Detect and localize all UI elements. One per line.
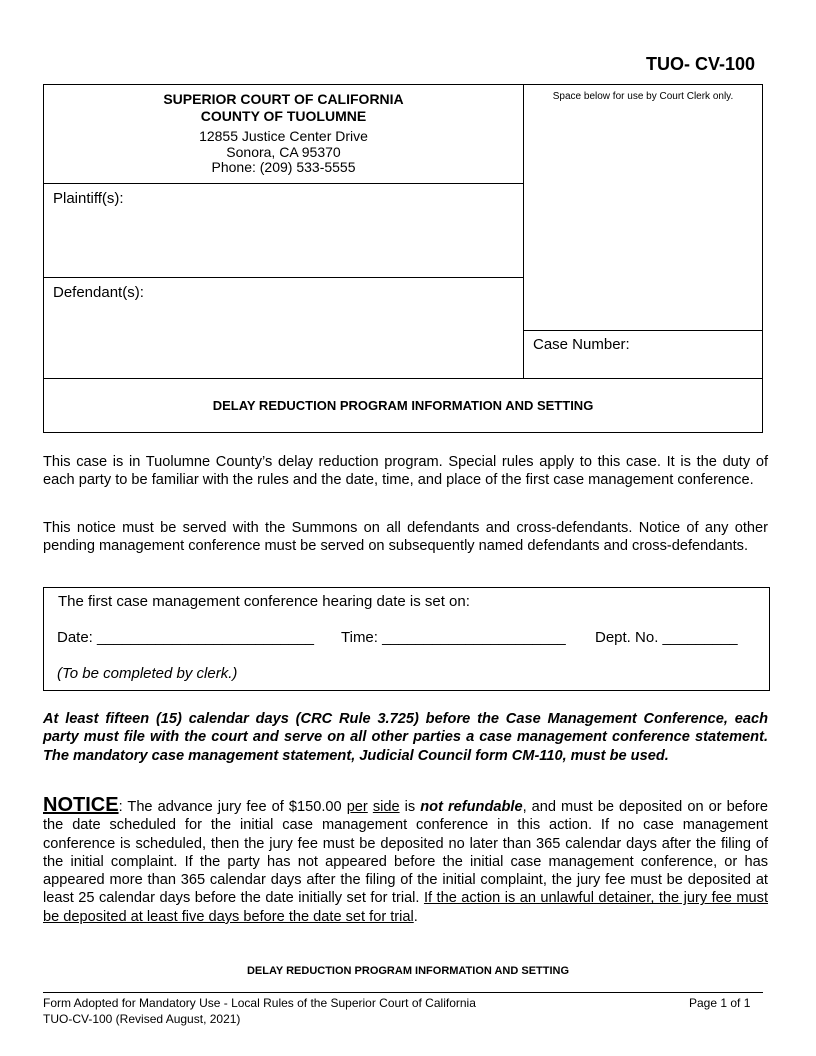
clerk-space <box>524 85 762 331</box>
notice-heading: NOTICE <box>43 794 119 816</box>
footer-adopted: Form Adopted for Mandatory Use - Local Rules of the Superior Court of California <box>43 996 476 1010</box>
dept-label: Dept. No. <box>595 629 659 646</box>
form-id: TUO- CV-100 <box>646 54 756 74</box>
clerk-note: (To be completed by clerk.) <box>57 665 238 682</box>
dept-field[interactable] <box>595 629 738 646</box>
unlawful-detainer-clause: If the action is an unlawful detainer, the jury fee must be deposited at least five days before the date set for trial <box>43 890 768 925</box>
footer-revision: TUO-CV-100 (Revised August, 2021) <box>43 1012 241 1026</box>
plaintiff-field[interactable] <box>44 184 524 278</box>
cmc-warning: At least fifteen (15) calendar days (CRC Rule 3.725) before the Case Management Conference, each party must file with the court and serve on all other parties a case management conference statement. The mandatory case management statement, Judicial Council form CM-110, must be used. <box>43 711 768 764</box>
footer-title: DELAY REDUCTION PROGRAM INFORMATION AND SETTING <box>246 965 570 977</box>
program-paragraph: This case is in Tuolumne County’s delay reduction program. Special rules apply to this case. It is the duty of each party to be familiar with the rules and the date, time, and place of the first case management conference. <box>43 454 768 489</box>
defendant-label: Defendant(s): <box>53 284 144 301</box>
court-phone: Phone: (209) 533-5555 <box>211 159 356 175</box>
caption-box <box>43 84 763 433</box>
footer-divider <box>43 992 763 993</box>
plaintiff-label: Plaintiff(s): <box>53 190 124 207</box>
time-field[interactable] <box>341 629 566 646</box>
notice-paragraph: NOTICE: The advance jury fee of $150.00 per side is not refundable, and must be deposited on or before the date scheduled for the initial case management conference in this action. If no case management conference is scheduled, then the jury fee must be deposited no later than 365 calendar days after the filing of the initial complaint. If the party has not appeared before the initial case management conference, or has appeared more than 365 calendar days after the filing of the initial complaint, the jury fee must be deposited at least 25 calendar days before the date initially set for trial. If the action is an unlawful detainer, the jury fee must be deposited at least five days before the date set for trial. <box>43 794 768 925</box>
not-refundable: not refundable <box>420 799 523 815</box>
date-blank: __________________________ <box>97 629 314 646</box>
case-number-field[interactable] <box>524 331 762 379</box>
clerk-space-label: Space below for use by Court Clerk only. <box>552 91 734 102</box>
date-label: Date: <box>57 629 93 646</box>
date-field[interactable] <box>57 629 314 646</box>
hearing-intro: The first case management conference hearing date is set on: <box>58 593 470 610</box>
hearing-box <box>43 587 770 691</box>
time-blank: ______________________ <box>382 629 566 646</box>
defendant-field[interactable] <box>44 278 524 379</box>
service-paragraph: This notice must be served with the Summons on all defendants and cross-defendants. Notice of any other pending management conference must be served on subsequently named defendants and cross-defendants. <box>43 520 768 555</box>
court-county: COUNTY OF TUOLUMNE <box>200 108 367 124</box>
time-label: Time: <box>341 629 378 646</box>
footer-page: Page 1 of 1 <box>689 996 751 1010</box>
court-info <box>44 85 524 184</box>
court-name: SUPERIOR COURT OF CALIFORNIA <box>163 91 404 107</box>
form-title: DELAY REDUCTION PROGRAM INFORMATION AND SETTING <box>212 398 594 413</box>
dept-blank: _________ <box>662 629 738 646</box>
court-street: 12855 Justice Center Drive <box>199 128 368 144</box>
court-city: Sonora, CA 95370 <box>226 143 341 160</box>
case-number-label: Case Number: <box>533 336 630 353</box>
